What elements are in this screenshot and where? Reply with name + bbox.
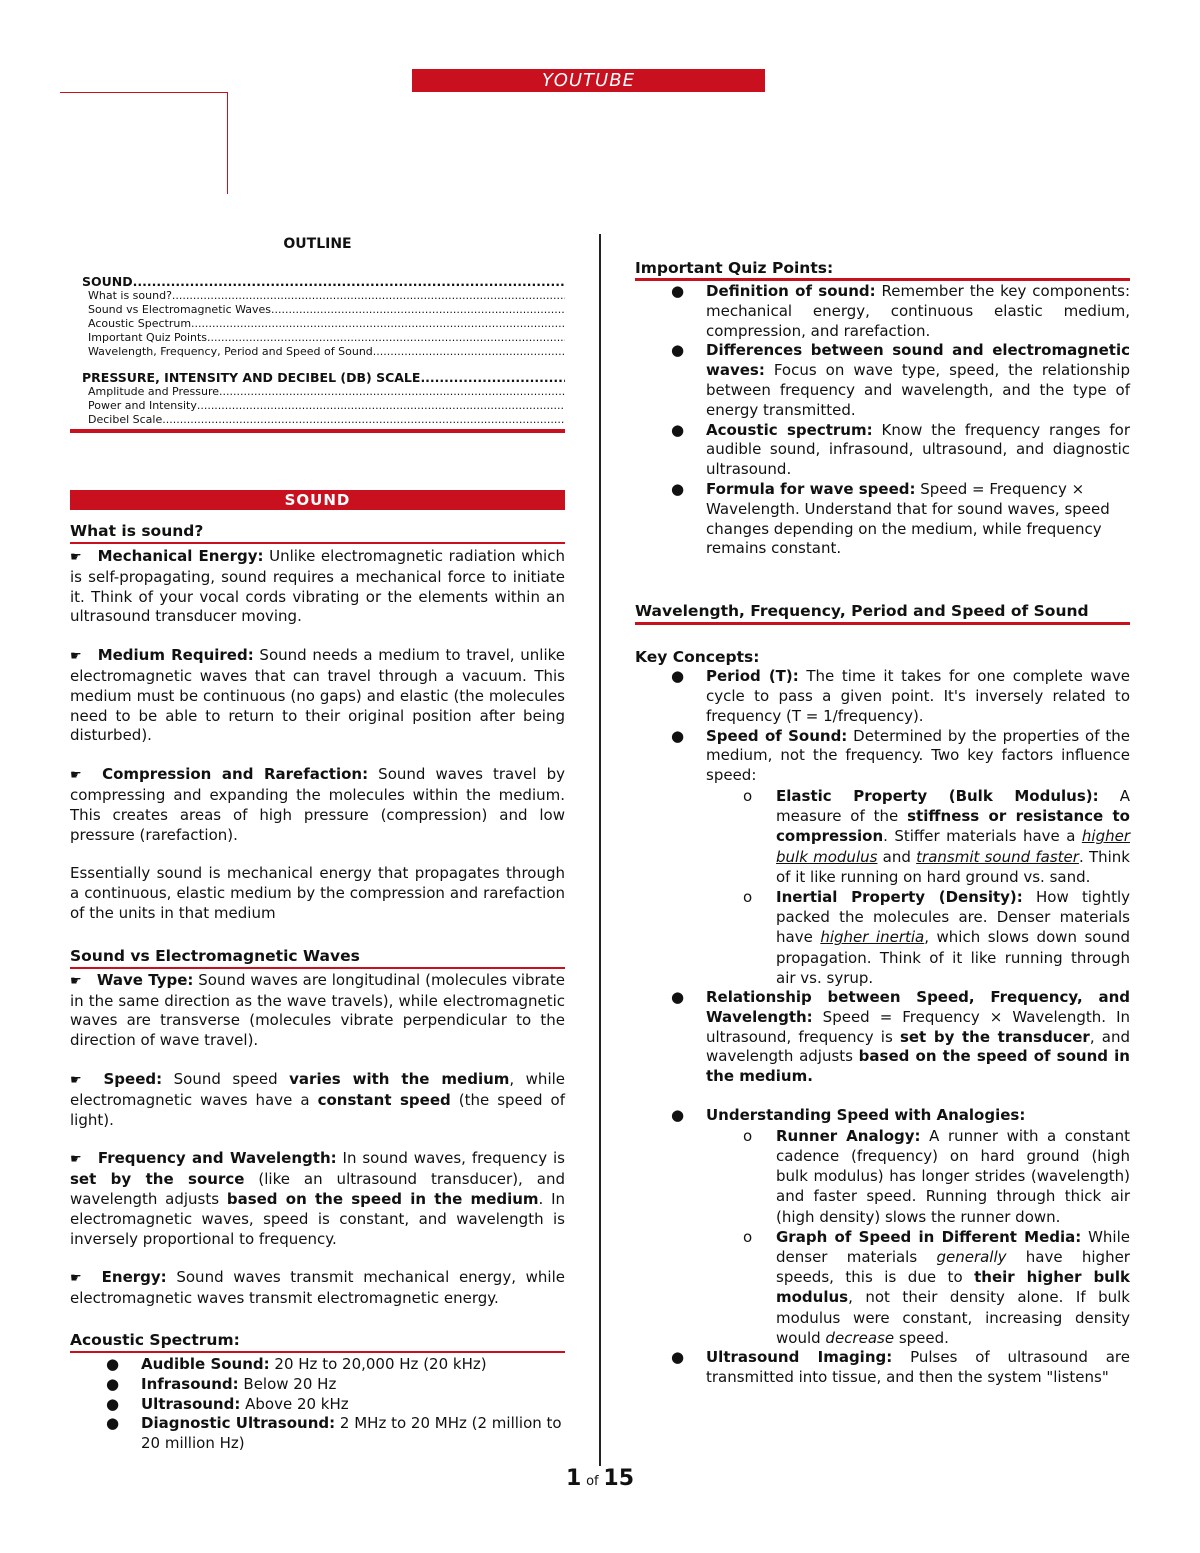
corner-line-horizontal bbox=[60, 92, 228, 93]
pointing-hand-icon: ☛ bbox=[70, 768, 82, 784]
heading-acoustic-spectrum: Acoustic Spectrum: bbox=[70, 1330, 240, 1349]
heading-rule bbox=[635, 278, 1130, 281]
heading-rule bbox=[70, 1351, 565, 1353]
bullet-icon: ● bbox=[106, 1354, 120, 1373]
list-item: ● Audible Sound: 20 Hz to 20,000 Hz (20 kHz) bbox=[106, 1354, 487, 1373]
column-divider bbox=[599, 234, 601, 1466]
pointing-hand-icon: ☛ bbox=[70, 550, 82, 565]
list-item: ● Relationship between Speed, Frequency, and Wavelength: Speed = Frequency × Wavelength. In ultrasound, frequency is set by the transducer, and wavelength adjusts based on the speed of sound in the medium. bbox=[671, 987, 1130, 1086]
pointing-hand-icon: ☛ bbox=[70, 1152, 82, 1168]
left-column bbox=[70, 490, 565, 1454]
list-item: ● Ultrasound: Above 20 kHz bbox=[106, 1394, 349, 1413]
toc-entry[interactable]: Power and Intensity ..... bbox=[70, 399, 565, 413]
spacer bbox=[635, 1087, 1130, 1106]
pointing-hand-icon: ☛ bbox=[70, 973, 82, 989]
paragraph-speed: ☛ Speed: Sound speed varies with the medium, while electromagnetic waves have a constant speed (the speed of light). bbox=[70, 1069, 566, 1129]
list-item: ● Infrasound: Below 20 Hz bbox=[106, 1374, 337, 1393]
heading-sound-vs-em: Sound vs Electromagnetic Waves bbox=[70, 946, 360, 965]
bullet-icon: ● bbox=[671, 667, 685, 686]
toc-entry[interactable]: Important Quiz Points ..... bbox=[70, 331, 565, 345]
list-item: ● Differences between sound and electromagnetic waves: Focus on wave type, speed, the relationship between frequency and wavelength, and the type of energy transmitted. bbox=[671, 341, 1130, 419]
heading-rule bbox=[70, 967, 565, 969]
pointing-hand-icon: ☛ bbox=[70, 1072, 82, 1088]
paragraph-frequency-wavelength: ☛ Frequency and Wavelength: In sound waves, frequency is set by the source (like an ultrasound transducer), and wavelength adjusts based on the speed in the medium. In electromagnetic waves, speed is constant, and wavelength is inversely proportional to frequency. bbox=[70, 1149, 566, 1248]
list-item: ● Formula for wave speed: Speed = Frequency × Wavelength. Understand that for sound waves, speed changes depending on the medium, while frequency remains constant. bbox=[671, 479, 1110, 558]
bullet-icon: ● bbox=[106, 1414, 120, 1433]
paragraph-medium-required: ☛ Medium Required: Sound needs a medium to travel, unlike electromagnetic waves that can travel through a vacuum. This medium must be continuous (no gaps) and elastic (the molecules need to be able to return to their original position after being disturbed). bbox=[70, 646, 565, 745]
circle-bullet-icon: o bbox=[743, 786, 753, 805]
outline-rule bbox=[70, 429, 565, 433]
list-item: ● Ultrasound Imaging: Pulses of ultrasound are transmitted into tissue, and then the system "listens" bbox=[671, 1347, 1130, 1386]
pointing-hand-icon: ☛ bbox=[70, 1271, 82, 1287]
outline-title: OUTLINE bbox=[283, 236, 352, 252]
corner-line-vertical bbox=[227, 92, 228, 194]
toc-entry[interactable]: What is sound? ..... bbox=[70, 289, 565, 303]
list-item: ● Period (T): The time it takes for one complete wave cycle to pass a given point. It's inversely related to frequency (T = 1/frequency). bbox=[671, 667, 1130, 725]
right-column bbox=[635, 258, 1130, 1388]
list-item: o Runner Analogy: A runner with a constant cadence (frequency) on hard ground (high bulk modulus) has longer strides (wavelength) and faster speed. Running through thick air (high density) slows the runner down. bbox=[743, 1126, 1130, 1226]
pointing-hand-icon: ☛ bbox=[70, 649, 82, 665]
bullet-icon: ● bbox=[671, 726, 685, 745]
toc-entry-pressure[interactable]: PRESSURE, INTENSITY AND DECIBEL (DB) SCALE ..... bbox=[70, 370, 565, 385]
toc-entry[interactable]: Wavelength, Frequency, Period and Speed of Sound ..... bbox=[70, 345, 565, 359]
bullet-icon: ● bbox=[671, 1105, 685, 1124]
quiz-points-list bbox=[635, 282, 1130, 559]
list-item: ● Acoustic spectrum: Know the frequency ranges for audible sound, infrasound, ultrasound, and diagnostic ultrasound. bbox=[671, 420, 1130, 479]
header-banner: YOUTUBE bbox=[412, 69, 765, 92]
outline bbox=[70, 236, 565, 433]
heading-what-is-sound: What is sound? bbox=[70, 522, 204, 540]
bullet-icon: ● bbox=[106, 1374, 120, 1393]
list-item: o Graph of Speed in Different Media: While denser materials generally have higher speeds, this is due to their higher bulk modulus, not their density alone. If bulk modulus were constant, increasing density would decrease speed. bbox=[743, 1227, 1130, 1347]
list-item: o Elastic Property (Bulk Modulus): A measure of the stiffness or resistance to compression. Stiffer materials have a higher bulk modulus and transmit sound faster. Think of it like running on hard ground vs. sand. bbox=[743, 786, 1130, 886]
list-item: ● Definition of sound: Remember the key components: mechanical energy, continuous elastic medium, compression, and rarefaction. bbox=[671, 282, 1130, 340]
page-number: 1 of 15 bbox=[565, 1466, 635, 1491]
paragraph-compression: ☛ Compression and Rarefaction: Sound waves travel by compressing and expanding the molecules within the medium. This creates areas of high pressure (compression) and low pressure (rarefaction). bbox=[70, 765, 565, 844]
bullet-icon: ● bbox=[671, 341, 685, 360]
toc-entry-sound[interactable]: SOUND ..... bbox=[70, 274, 565, 289]
list-item: ● Diagnostic Ultrasound: 2 MHz to 20 MHz (2 million to 20 million Hz) bbox=[106, 1414, 562, 1453]
toc-entry[interactable]: Amplitude and Pressure ..... bbox=[70, 385, 565, 399]
acoustic-spectrum-list bbox=[70, 1355, 565, 1454]
heading-rule bbox=[70, 542, 565, 544]
circle-bullet-icon: o bbox=[743, 1227, 753, 1246]
paragraph-wave-type: ☛ Wave Type: Sound waves are longitudinal (molecules vibrate in the same direction as the wave travels), while electromagnetic waves are transverse (molecules vibrate perpendicular to the direction of wave travel). bbox=[70, 970, 565, 1050]
bullet-icon: ● bbox=[671, 420, 685, 439]
circle-bullet-icon: o bbox=[743, 887, 753, 906]
toc-entry[interactable]: Decibel Scale ..... bbox=[70, 413, 565, 427]
heading-wavelength-frequency: Wavelength, Frequency, Period and Speed of Sound bbox=[635, 602, 1089, 621]
key-concepts-list bbox=[635, 667, 1130, 1387]
key-concepts-label: Key Concepts: bbox=[635, 648, 760, 667]
circle-bullet-icon: o bbox=[743, 1126, 753, 1145]
bullet-icon: ● bbox=[671, 1347, 685, 1366]
paragraph-energy: ☛ Energy: Sound waves transmit mechanical energy, while electromagnetic waves transmit electromagnetic energy. bbox=[70, 1268, 565, 1308]
heading-quiz-points: Important Quiz Points: bbox=[635, 259, 834, 277]
list-item: ● Speed of Sound: Determined by the properties of the medium, not the frequency. Two key factors influence speed: o Elastic Property (Bulk Modulus): A measure of the stiffness or resistance to compression. Stiffer materials have a higher bulk modulus and transmit sound faster. Think of it like running on hard ground vs. sand. o Inertial Property (Density): How tightly packed the molecules are. Denser materials have higher inertia, which slows down sound propagation. Think of it like running through air vs. syrup. bbox=[635, 727, 1130, 988]
paragraph-summary: Essentially sound is mechanical energy that propagates through a continuous, elastic medium by the compression and rarefaction of the units in that medium bbox=[70, 864, 565, 922]
bullet-icon: ● bbox=[671, 479, 685, 498]
speed-factors-list bbox=[635, 786, 1130, 988]
bullet-icon: ● bbox=[671, 282, 685, 300]
toc-entry[interactable]: Sound vs Electromagnetic Waves ..... bbox=[70, 303, 565, 317]
paragraph-mechanical-energy: ☛ Mechanical Energy: Unlike electromagnetic radiation which is self-propagating, sound requires a mechanical force to initiate it. Think of your vocal cords vibrating or the elements within an ultrasound transducer moving. bbox=[70, 547, 565, 626]
list-item: o Inertial Property (Density): How tightly packed the molecules are. Denser materials have higher inertia, which slows down sound propagation. Think of it like running through air vs. syrup. bbox=[743, 887, 1130, 987]
section-bar-sound: SOUND bbox=[70, 490, 565, 510]
toc-entry[interactable]: Acoustic Spectrum ..... bbox=[70, 317, 565, 331]
bullet-icon: ● bbox=[671, 987, 685, 1006]
list-item: ● Understanding Speed with Analogies: o Runner Analogy: A runner with a constant cadence (frequency) on hard ground (high bulk modulus) has longer strides (wavelength) and faster speed. Running through thick air (high density) slows the runner down. o Graph of Speed in Different Media: While denser materials generally have higher speeds, this is due to their higher bulk modulus, not their density alone. If bulk modulus were constant, increasing density would decrease speed. bbox=[635, 1106, 1130, 1348]
analogies-list bbox=[635, 1126, 1130, 1348]
bullet-icon: ● bbox=[106, 1394, 120, 1413]
